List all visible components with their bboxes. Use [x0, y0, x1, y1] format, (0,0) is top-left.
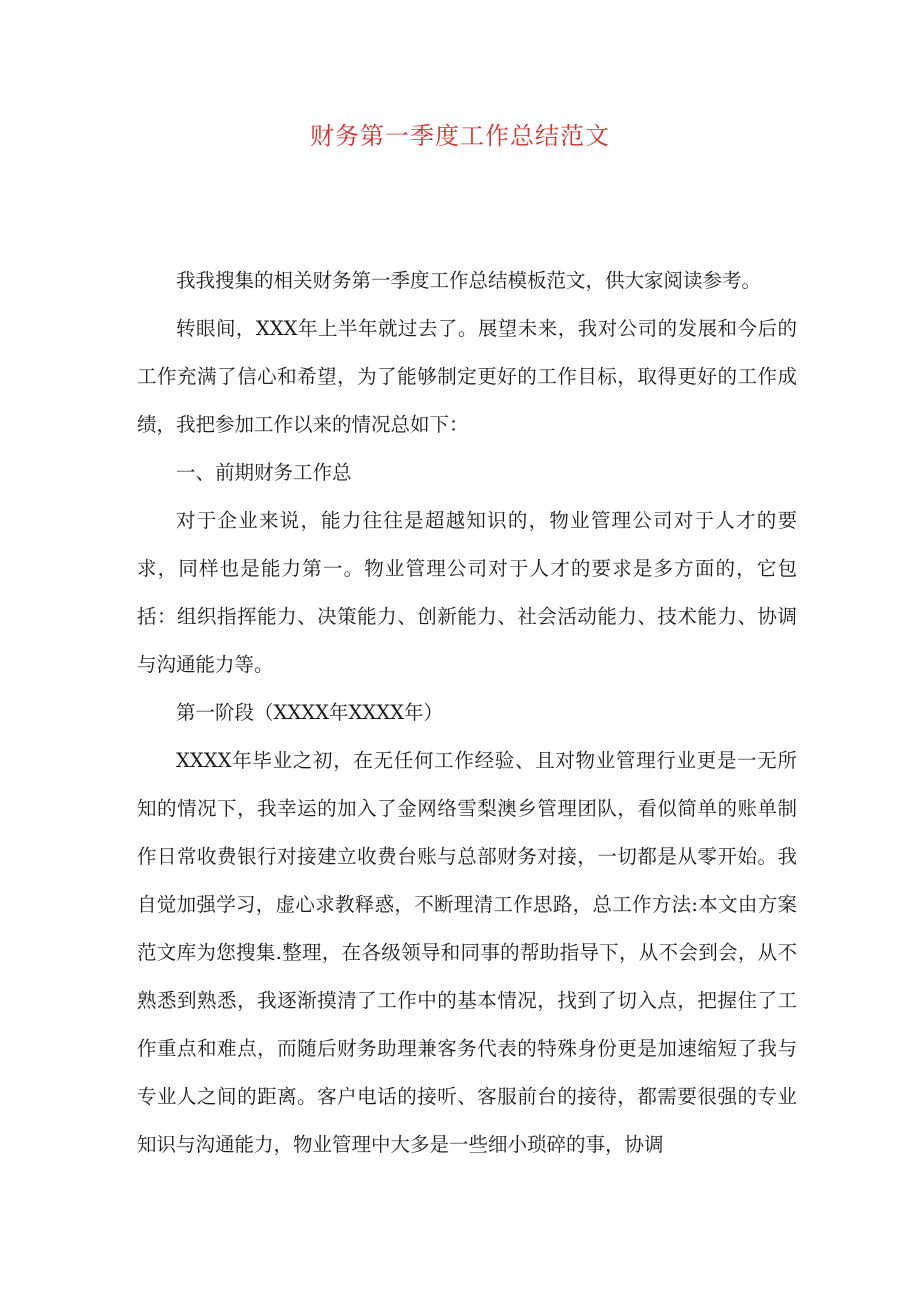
stage-heading-1: 第一阶段（XXXX年XXXX年）: [176, 701, 444, 724]
paragraph-opening: 转眼间，XXX年上半年就过去了。展望未来，我对公司的发展和今后的工作充满了信心和希望，为了能够制定更好的工作目标，取得更好的工作成绩，我把参加工作以来的情况总如下：: [137, 317, 797, 436]
paragraph-intro: 我我搜集的相关财务第一季度工作总结模板范文，供大家阅读参考。: [176, 269, 762, 292]
paragraph-ability: 对于企业来说，能力往往是超越知识的，物业管理公司对于人才的要求，同样也是能力第一。物业管理公司对于人才的要求是多方面的，它包括：组织指挥能力、决策能力、创新能力、社会活动能力、技术能力、协调与沟通能力等。: [137, 509, 797, 676]
document-body: [137, 257, 797, 1169]
document-title: 财务第一季度工作总结范文: [310, 122, 610, 150]
paragraph-stage-1: XXXX年毕业之初，在无任何工作经验、且对物业管理行业更是一无所知的情况下，我幸运的加入了金网络雪梨澳乡管理团队，看似简单的账单制作日常收费银行对接建立收费台账与总部财务对接，一切都是从零开始。我自觉加强学习，虚心求教释惑，不断理清工作思路，总工作方法:本文由方案范文库为您搜集.整理，在各级领导和同事的帮助指导下，从不会到会，从不熟悉到熟悉，我逐渐摸清了工作中的基本情况，找到了切入点，把握住了工作重点和难点，而随后财务助理兼客务代表的特殊身份更是加速缩短了我与专业人之间的距离。客户电话的接听、客服前台的接待，都需要很强的专业知识与沟通能力，物业管理中大多是一些细小琐碎的事，协调: [137, 749, 797, 1156]
section-heading-1: 一、前期财务工作总: [176, 461, 352, 484]
